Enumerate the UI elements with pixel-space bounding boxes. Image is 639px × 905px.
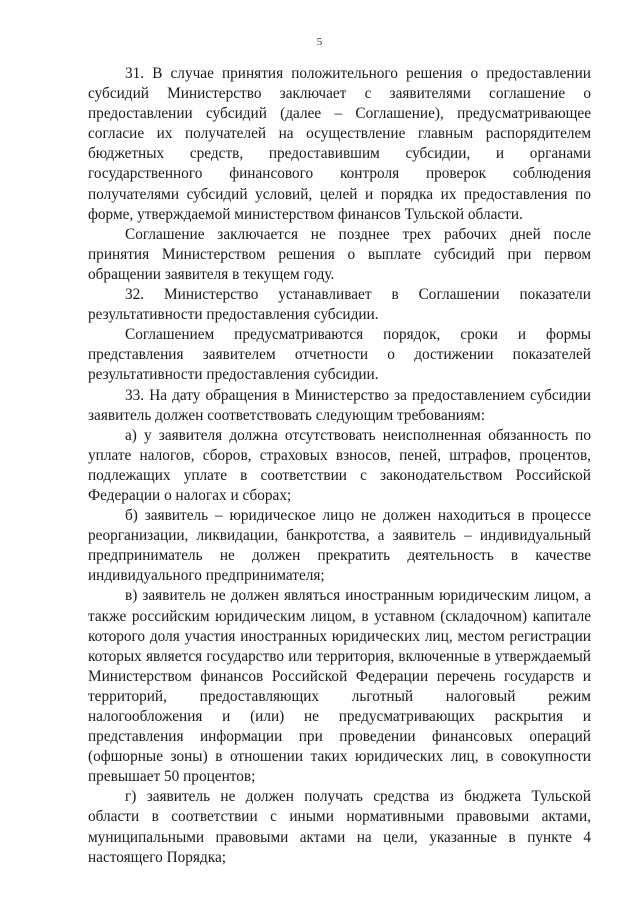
- document-body: [88, 64, 591, 868]
- page-number: 5: [316, 36, 323, 48]
- requirement-v: в) заявитель не должен являться иностранным юридическим лицом, а также российским юридическим лицом, в уставном (складочном) капитале которого доля участия иностранных юридических лиц, местом регистрации которых является государство или территория, включенные в утверждаемый Министерством финансов Российской Федерации перечень государств и территорий, предоставляющих льготный налоговый режим налогообложения и (или) не предусматривающих раскрытия и представления информации при проведении финансовых операций (офшорные зоны) в отношении таких юридических лиц, в совокупности превышает 50 процентов;: [88, 587, 591, 786]
- paragraph-31: 31. В случае принятия положительного решения о предоставлении субсидий Министерство заключает с заявителями соглашение о предоставлении субсидий (далее – Соглашение), предусматривающее согласие их получателей на осуществление главным распорядителем бюджетных средств, предоставившим субсидии, и органами государственного финансового контроля проверок соблюдения получателями субсидий условий, целей и порядка их предоставления по форме, утверждаемой министерством финансов Тульской области.: [88, 65, 591, 223]
- requirement-a: а) у заявителя должна отсутствовать неисполненная обязанность по уплате налогов, сборов, страховых взносов, пеней, штрафов, процентов, подлежащих уплате в соответствии с законодательством Российской Федерации о налогах и сборах;: [88, 426, 591, 504]
- requirement-b: б) заявитель – юридическое лицо не должен находиться в процессе реорганизации, ликвидации, банкротства, а заявитель – индивидуальный предприниматель не должен прекратить деятельность в качестве индивидуального предпринимателя;: [88, 507, 591, 585]
- paragraph-33: 33. На дату обращения в Министерство за предоставлением субсидии заявитель должен соответствовать следующим требованиям:: [88, 386, 591, 424]
- requirement-g: г) заявитель не должен получать средства из бюджета Тульской области в соответствии с иными нормативными правовыми актами, муниципальными правовыми актами на цели, указанные в пункте 4 настоящего Порядка;: [88, 788, 591, 866]
- paragraph-agreement-deadline: Соглашение заключается не позднее трех рабочих дней после принятия Министерством решения о выплате субсидий при первом обращении заявителя в текущем году.: [88, 225, 591, 283]
- paragraph-reporting: Соглашением предусматриваются порядок, сроки и формы представления заявителем отчетности о достижении показателей результативности предоставления субсидии.: [88, 326, 591, 384]
- paragraph-32: 32. Министерство устанавливает в Соглашении показатели результативности предоставления субсидии.: [88, 286, 591, 324]
